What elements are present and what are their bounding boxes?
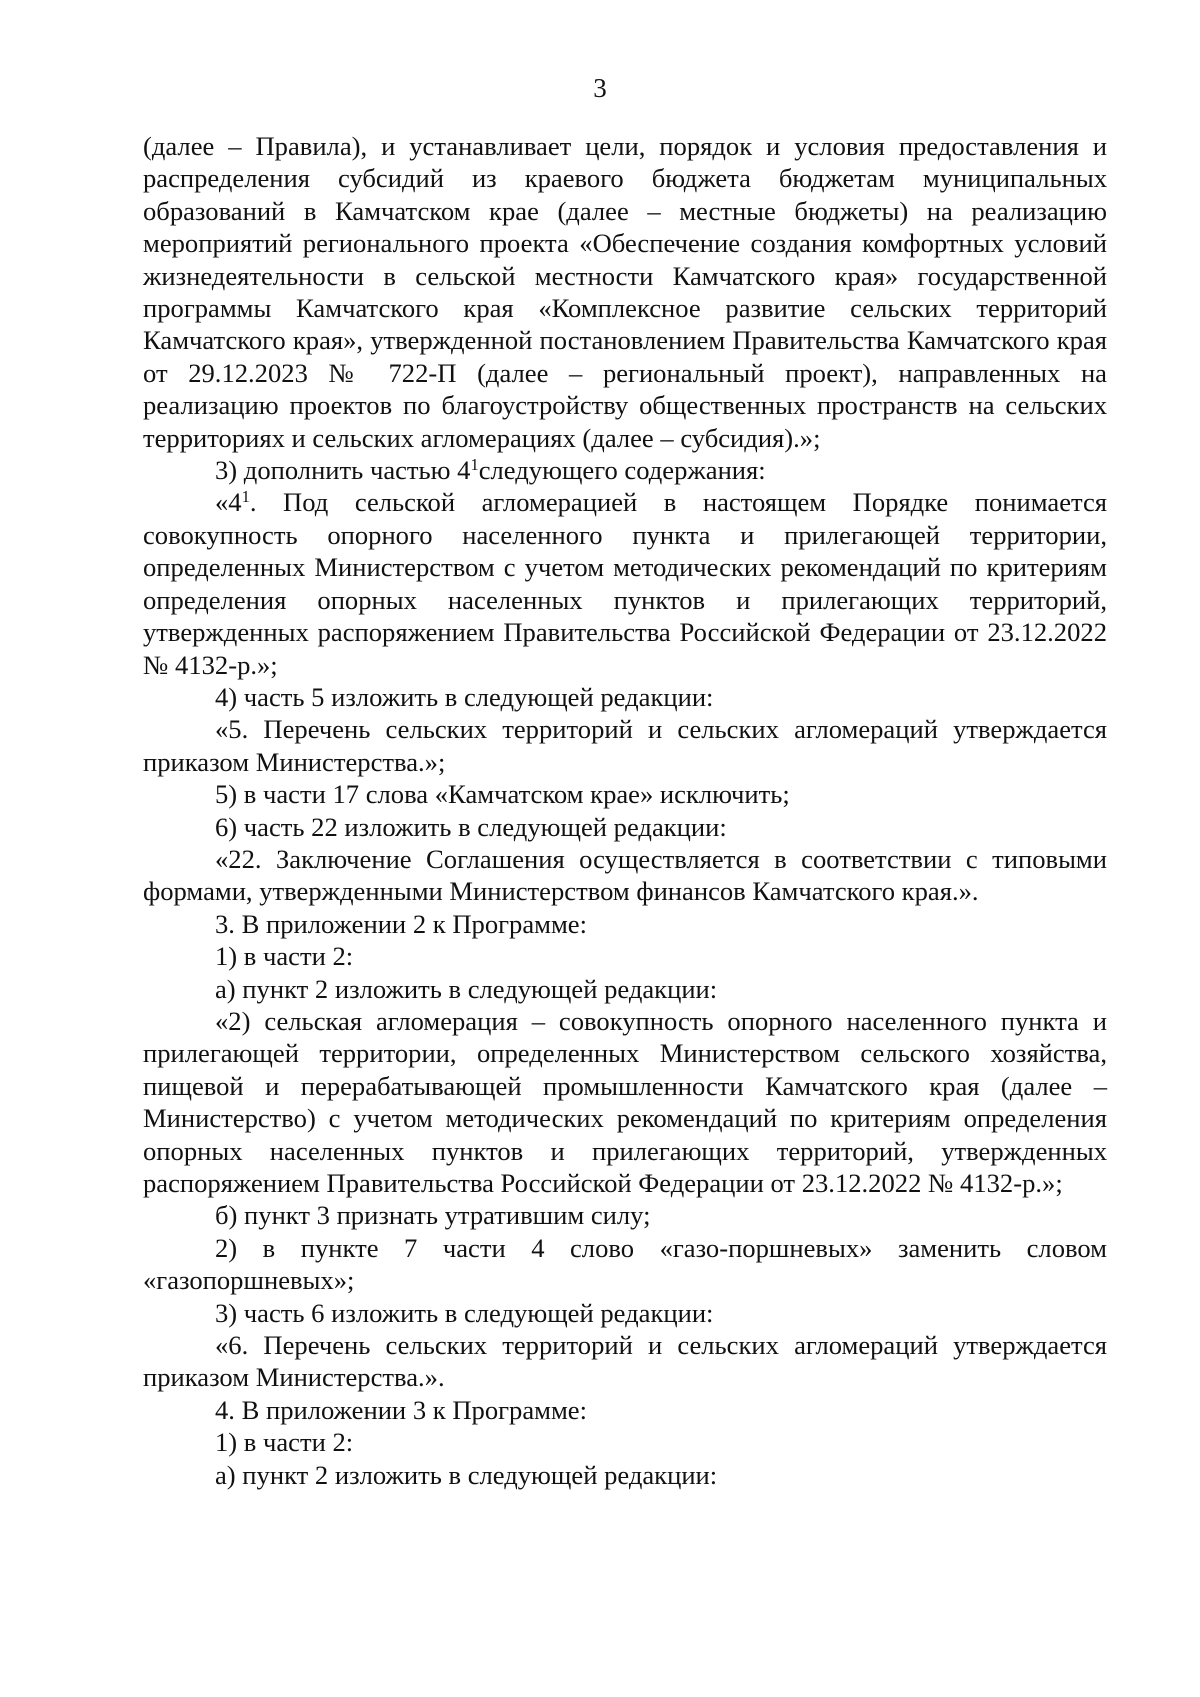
paragraph: 2) в пункте 7 части 4 слово «газо-поршневых» заменить словом «газопоршневых»; bbox=[143, 1232, 1107, 1296]
paragraph: 1) в части 2: bbox=[215, 1427, 354, 1458]
paragraph-text: 3) дополнить частью 4 bbox=[215, 455, 471, 486]
page-number: 3 bbox=[593, 73, 607, 103]
paragraph: «5. Перечень сельских территорий и сельских агломераций утверждается приказом Министерства.»; bbox=[143, 714, 1107, 777]
paragraph: «6. Перечень сельских территорий и сельских агломераций утверждается приказом Министерства.». bbox=[143, 1330, 1107, 1393]
paragraph: 3. В приложении 2 к Программе: bbox=[215, 908, 587, 939]
paragraph: 3) часть 6 изложить в следующей редакции: bbox=[215, 1297, 714, 1328]
paragraph-text: «4 bbox=[215, 487, 242, 518]
paragraph: а) пункт 2 изложить в следующей редакции: bbox=[215, 973, 718, 1004]
paragraph: 4. В приложении 3 к Программе: bbox=[215, 1394, 587, 1425]
paragraph: а) пункт 2 изложить в следующей редакции: bbox=[215, 1459, 718, 1490]
paragraph: «2) сельская агломерация – совокупность опорного населенного пункта и прилегающей территории, определенных Министерством сельского хозяйства, пищевой и перерабатывающей промышленности Камчатского края (далее – Министерство) с учетом методических рекомендаций по критериям определения опорных населенных пунктов и прилегающих территорий, утвержденных распоряжением Правительства Российской Федерации от 23.12.2022 № 4132-р.»; bbox=[143, 1005, 1107, 1198]
paragraph-item-3-add-part bbox=[143, 454, 1107, 486]
paragraph: «22. Заключение Соглашения осуществляется в соответствии с типовыми формами, утвержденными Министерством финансов Камчатского края.». bbox=[143, 843, 1107, 907]
paragraph-continuation: (далее – Правила), и устанавливает цели, порядок и условия предоставления и распределения субсидий из краевого бюджета бюджетам муниципальных образований в Камчатском крае (далее – местные бюджеты) на реализацию мероприятий регионального проекта «Обеспечение создания комфортных условий жизнедеятельности в сельской местности Камчатского края» государственной программы Камчатского края «Комплексное развитие сельских территорий Камчатского края», утвержденной постановлением Правительства Камчатского края от 29.12.2023 № 722-П (далее – региональный проект), направленных на реализацию проектов по благоустройству общественных пространств на сельских территориях и сельских агломерациях (далее – субсидия).»; bbox=[143, 131, 1107, 453]
paragraph-text: . Под сельской агломерацией в настоящем Порядке понимается совокупность опорного населенного пункта и прилегающей территории, определенных Министерством с учетом методических рекомендаций по критериям определения опорных населенных пунктов и прилегающих территорий, утвержденных распоряжением Правительства Российской Федерации от 23.12.2022 № 4132-р.»; bbox=[143, 487, 1107, 680]
paragraph-part-4-1-definition bbox=[143, 486, 1107, 680]
document-body bbox=[143, 130, 1107, 1491]
paragraph-text: следующего содержания: bbox=[478, 455, 766, 486]
superscript: 1 bbox=[241, 487, 250, 507]
paragraph: 5) в части 17 слова «Камчатском крае» исключить; bbox=[215, 779, 790, 810]
paragraph: 6) часть 22 изложить в следующей редакции: bbox=[215, 811, 727, 842]
superscript: 1 bbox=[470, 455, 479, 474]
paragraph: б) пункт 3 признать утратившим силу; bbox=[215, 1200, 651, 1231]
paragraph: 1) в части 2: bbox=[215, 941, 354, 972]
paragraph: 4) часть 5 изложить в следующей редакции: bbox=[215, 681, 714, 712]
